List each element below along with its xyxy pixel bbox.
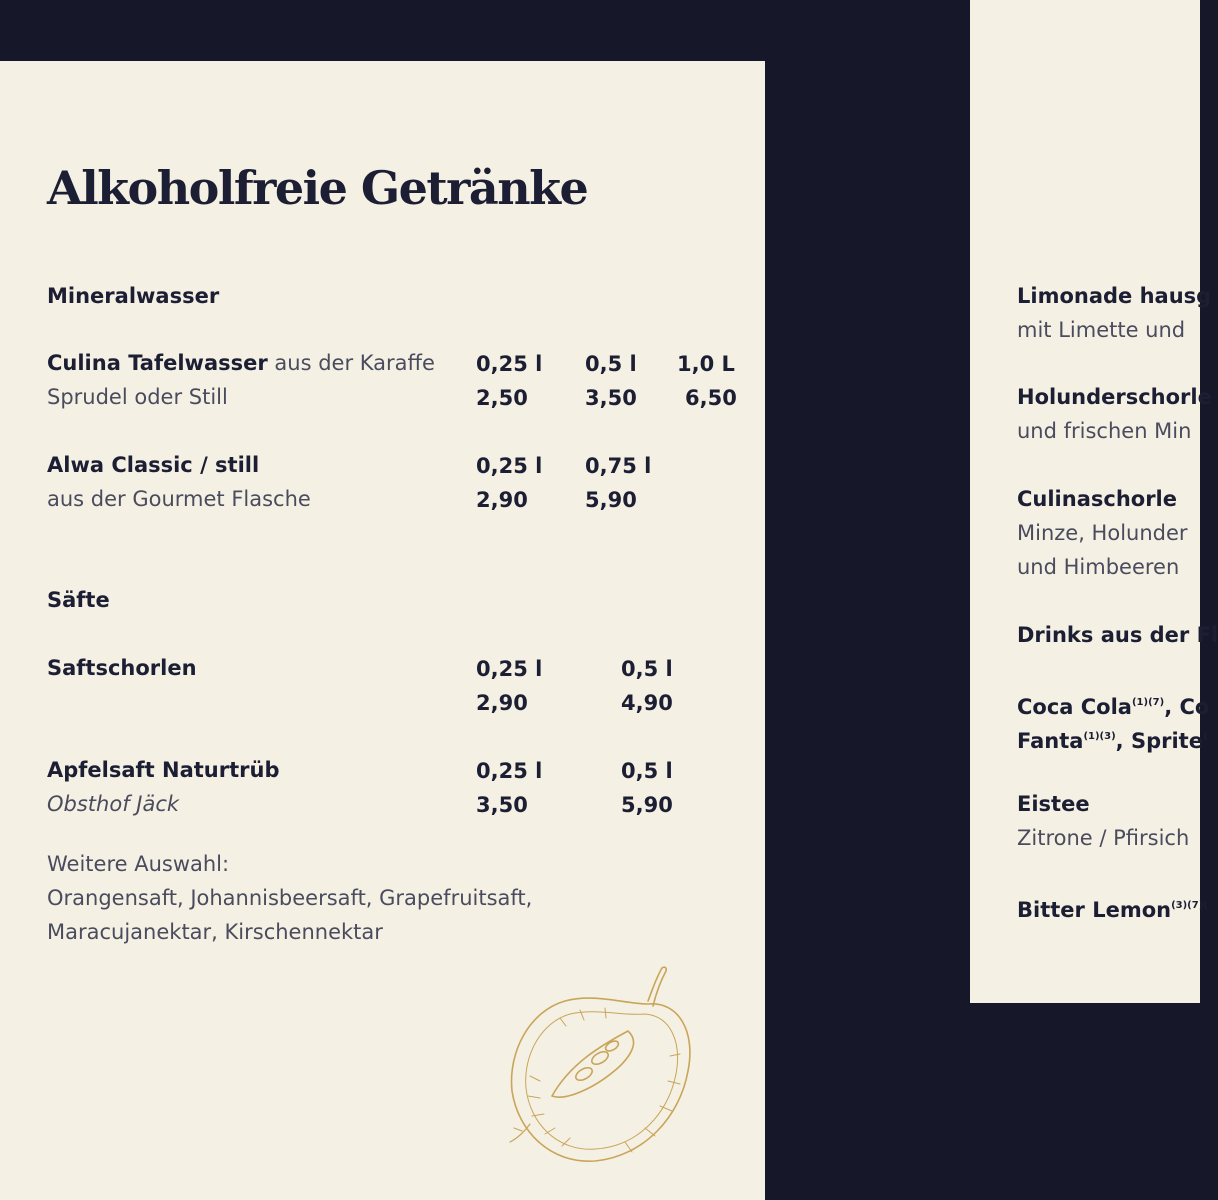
item-apfelsaft: Apfelsaft Naturtrüb (47, 758, 280, 782)
item-holunderschorle: Holunderschorle (1017, 385, 1212, 409)
item-saftschorlen: Saftschorlen (47, 656, 197, 680)
item-subtitle: aus der Gourmet Flasche (47, 487, 311, 511)
more-selection-list: Maracujanektar, Kirschennektar (47, 920, 383, 944)
more-selection-label: Weitere Auswahl: (47, 852, 230, 876)
section-heading-drinks: Drinks aus der Fl (1017, 623, 1218, 647)
menu-page-right (970, 0, 1218, 1003)
section-heading-mineralwasser: Mineralwasser (47, 284, 220, 308)
item-name: Bitter Lemon (1017, 898, 1172, 922)
price-value: 2,90 (476, 488, 528, 512)
size-label: 0,25 l (476, 454, 543, 478)
more-selection-list: Orangensaft, Johannisbeersaft, Grapefruitsaft, (47, 886, 533, 910)
size-label: 0,75 l (585, 454, 652, 478)
item-fanta-sprite (1017, 720, 1208, 758)
size-label: 0,5 l (621, 657, 673, 681)
size-label: 0,5 l (585, 352, 637, 376)
price-value: 5,90 (621, 793, 673, 817)
item-name-suffix: aus der Karaffe (267, 351, 435, 375)
footnote-marker: (3)(7)( (1171, 900, 1208, 911)
footnote-marker: (1)(3) (1083, 731, 1116, 742)
item-name: , Co (1164, 695, 1210, 719)
item-eistee: Eistee (1017, 792, 1090, 816)
size-label: 1,0 L (677, 352, 735, 376)
item-culina-tafelwasser (47, 346, 435, 380)
section-heading-saefte: Säfte (47, 588, 110, 612)
price-value: 6,50 (685, 386, 737, 410)
item-name: Coca Cola (1017, 695, 1132, 719)
size-label: 0,25 l (476, 352, 543, 376)
price-value: 2,50 (476, 386, 528, 410)
item-subtitle: und frischen Min (1017, 419, 1192, 443)
item-subtitle: Minze, Holunder (1017, 521, 1188, 545)
item-bitter-lemon (1017, 889, 1208, 927)
item-limonade: Limonade hausg (1017, 284, 1212, 308)
item-name: Culina Tafelwasser (47, 351, 268, 375)
page-title: Alkoholfreie Getränke (47, 161, 588, 215)
item-alwa-classic: Alwa Classic / still (47, 453, 260, 477)
price-value: 3,50 (476, 793, 528, 817)
item-subtitle: und Himbeeren (1017, 555, 1180, 579)
item-subtitle: Zitrone / Pfirsich (1017, 826, 1190, 850)
price-value: 4,90 (621, 691, 673, 715)
size-label: 0,5 l (621, 759, 673, 783)
item-name: Fanta (1017, 729, 1084, 753)
item-subtitle: mit Limette und (1017, 318, 1186, 342)
item-coca-cola (1017, 686, 1209, 724)
footnote-marker: (1)(7) (1131, 697, 1165, 708)
size-label: 0,25 l (476, 759, 543, 783)
item-subtitle: Sprudel oder Still (47, 385, 228, 409)
price-value: 2,90 (476, 691, 528, 715)
price-value: 3,50 (585, 386, 637, 410)
apple-half-sketch-icon (500, 956, 700, 1166)
item-culinaschorle: Culinaschorle (1017, 487, 1178, 511)
menu-page-left (0, 61, 765, 1200)
footnote-marker: ( (1202, 731, 1208, 742)
item-subtitle: Obsthof Jäck (47, 792, 180, 816)
item-name: , Sprite (1115, 729, 1203, 753)
size-label: 0,25 l (476, 657, 543, 681)
price-value: 5,90 (585, 488, 637, 512)
